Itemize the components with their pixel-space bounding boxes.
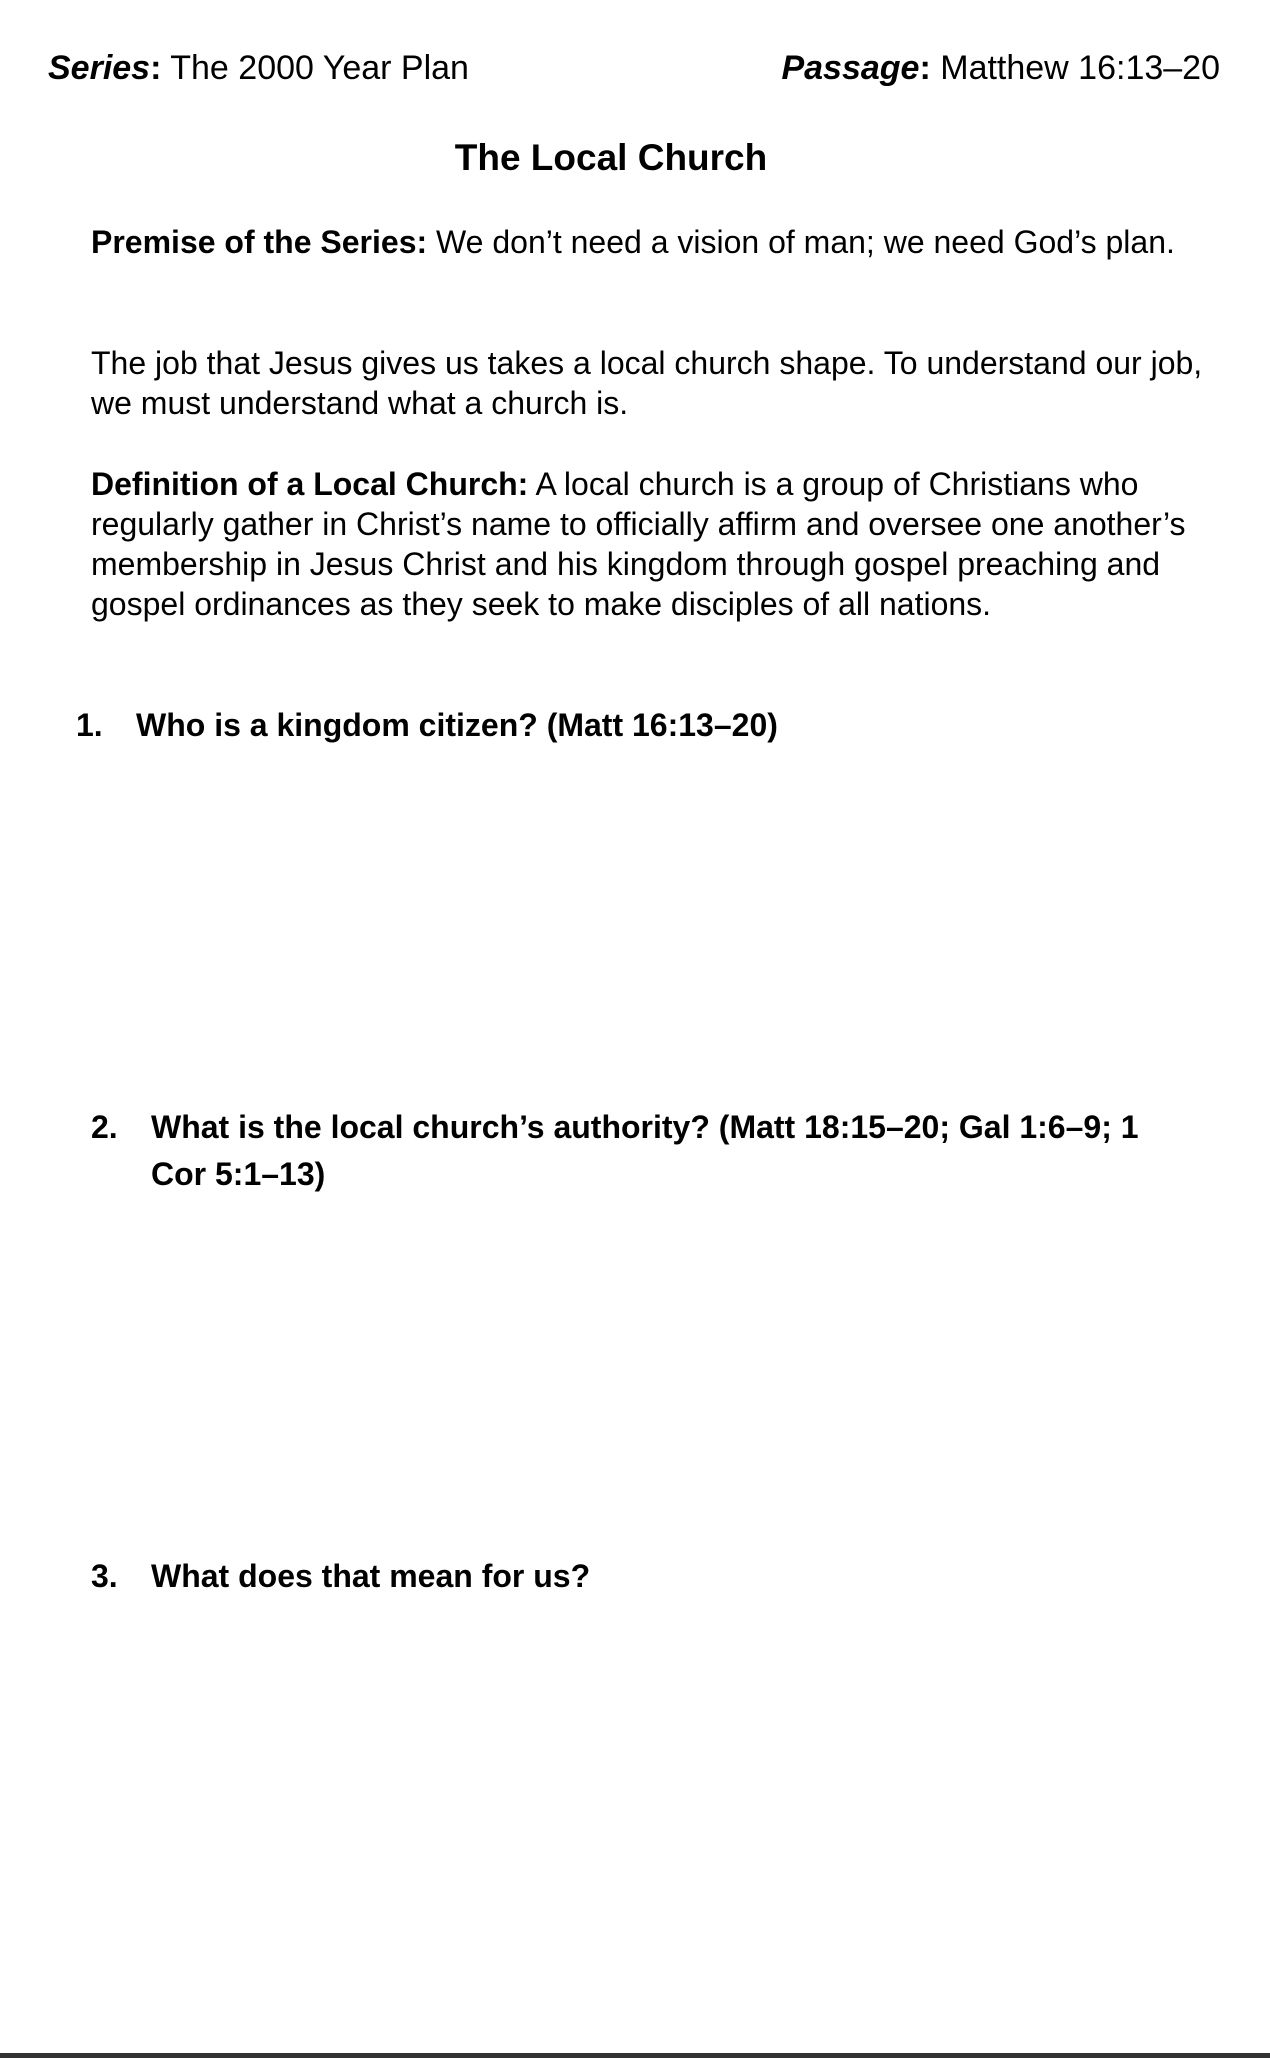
series-colon: : [150, 49, 162, 87]
series-header [48, 48, 469, 88]
question-1 [76, 702, 1176, 749]
page-title: The Local Church [454, 137, 768, 178]
question-3 [91, 1553, 1191, 1600]
passage-label: Passage [781, 49, 920, 87]
question-text: What is the local church’s authority? (Matt 18:15–20; Gal 1:6–9; 1 Cor 5:1–13) [151, 1109, 1139, 1192]
passage-header [781, 48, 1220, 88]
definition-paragraph [91, 464, 1221, 624]
question-text: Who is a kingdom citizen? (Matt 16:13–20) [136, 707, 778, 743]
question-text: What does that mean for us? [151, 1558, 591, 1594]
premise-text: We don’t need a vision of man; we need God’s plan. [427, 224, 1175, 260]
passage-value: Matthew 16:13–20 [930, 49, 1220, 87]
job-paragraph: The job that Jesus gives us takes a local church shape. To understand our job, we must understand what a church is. [91, 345, 1203, 421]
definition-text: A local church is a group of Christians who regularly gather in Christ’s name to officially affirm and oversee one another’s membership in Jesus Christ and his kingdom through gospel preaching and gospel ordinances as they seek to make disciples of all nations. [91, 466, 1186, 622]
question-2 [91, 1104, 1191, 1198]
premise-paragraph [91, 222, 1221, 262]
question-number: 1. [76, 707, 103, 743]
series-value: The 2000 Year Plan [161, 49, 469, 87]
definition-label: Definition of a Local Church: [91, 466, 529, 502]
passage-colon: : [919, 49, 931, 87]
question-number: 2. [91, 1109, 118, 1145]
bottom-border [0, 2053, 1270, 2058]
series-label: Series [48, 49, 151, 87]
question-number: 3. [91, 1558, 118, 1594]
premise-label: Premise of the Series: [91, 224, 428, 260]
